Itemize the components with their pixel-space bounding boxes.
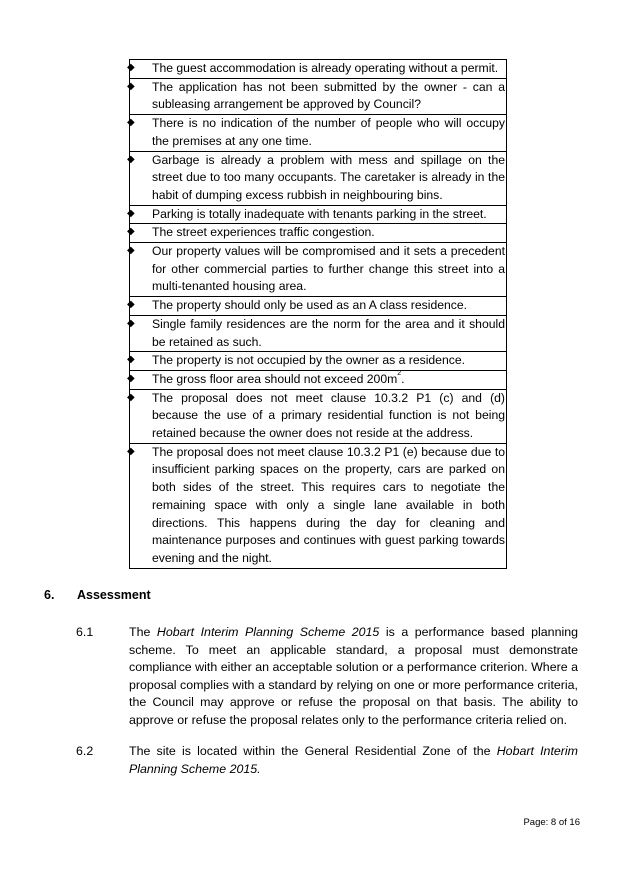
table-cell [127,243,507,297]
text-run: The [129,625,157,639]
paragraph-6-2 [76,743,578,778]
page-number-footer: Page: 8 of 16 [523,817,580,828]
paragraph-number: 6.1 [76,625,94,639]
table-cell [127,443,507,568]
concern-text: There is no indication of the number of people who will occupy the premises at any one time. [152,116,505,148]
superscript: 2 [397,369,402,377]
representation-concerns-table [129,59,507,569]
punctuation: . [401,371,405,386]
bullet-icon: ◆ [127,245,135,257]
concern-text: The property should only be used as an A class residence. [152,298,468,313]
table-row [130,151,507,205]
table-cell [127,297,507,316]
scheme-title-italic: Hobart Interim Planning Scheme 2015 [156,625,380,639]
table-row [130,443,507,568]
table-row [130,60,507,79]
table-row [130,243,507,297]
text-run: is a performance based planning scheme. To meet an applicable standard, a proposal must demonstrate compliance with either an acceptable solution or a performance criterion. Where a proposal complies with a standard by relying on one or more performance criteria, the Council may approve or refuse the proposal on that basis. The ability to approve or refuse the proposal relates only to the performance criteria relied on. [129,625,578,727]
table-row [130,205,507,224]
bullet-icon: ◆ [127,226,135,238]
table-cell [127,389,507,443]
concern-text: The proposal does not meet clause 10.3.2 P1 (c) and (d) because the use of a primary residential function is not being retained because the owner does not reside at the address. [152,390,505,441]
bullet-icon: ◆ [127,372,135,384]
table-cell [127,115,507,151]
concern-text: Our property values will be compromised and it sets a precedent for other commercial parties to further change this street into a multi-tenanted housing area. [152,244,505,294]
bullet-icon: ◆ [127,445,135,457]
paragraph-6-1 [76,624,578,730]
paragraph-text [129,624,578,730]
concern-text: The gross floor area should not exceed 200m [152,371,398,386]
bullet-icon: ◆ [127,153,135,165]
paragraph-number: 6.2 [76,744,94,758]
concern-text: The street experiences traffic congestion. [152,225,375,240]
concern-text: Single family residences are the norm for the area and it should be retained as such. [152,316,505,349]
table-row [130,115,507,151]
bullet-icon: ◆ [127,80,135,92]
bullet-icon: ◆ [127,391,135,403]
concern-text: Parking is totally inadequate with tenants parking in the street. [152,206,487,221]
table-row [130,352,507,371]
scheme-title-italic: Hobart Interim Planning Scheme 2015. [129,744,578,776]
table-cell [127,315,507,351]
bullet-icon: ◆ [127,354,135,366]
section-number: 6. [44,588,55,602]
table-row [130,78,507,114]
bullet-icon: ◆ [127,299,135,311]
concern-text: The proposal does not meet clause 10.3.2 P1 (e) because due to insufficient parking spaces on the property, cars are parked on both sides of the street. This requires cars to negotiate the remaining space with only a single lane available in both directions. This happens during the day for cleaning and maintenance purposes and continues with guest parking towards evening and the night. [152,444,505,565]
table-cell [127,352,507,371]
bullet-icon: ◆ [127,62,135,73]
bullet-icon: ◆ [127,317,135,329]
bullet-icon: ◆ [127,117,135,129]
table-cell [127,78,507,114]
concern-text: The guest accommodation is already operating without a permit. [152,61,499,75]
table-cell [127,60,507,79]
table-cell [127,369,507,389]
table-row [130,297,507,316]
text-run: The site is located within the General Residential Zone of the [129,744,497,758]
concern-text: The application has not been submitted by the owner - can a subleasing arrangement be approved by Council? [152,79,505,112]
table-row [130,224,507,243]
paragraph-text [129,743,578,778]
table-row [130,370,507,389]
bullet-icon: ◆ [127,207,135,219]
section-title: Assessment [77,588,151,602]
table-cell [127,224,507,243]
table-cell [127,205,507,224]
concern-text: Garbage is already a problem with mess and spillage on the street due to too many occupants. The caretaker is already in the habit of dumping excess rubbish in neighbouring bins. [152,152,505,202]
table-cell [127,151,507,205]
concern-text: The property is not occupied by the owner as a residence. [152,353,465,368]
section-heading [44,588,151,602]
table-row [130,389,507,443]
table-row [130,315,507,351]
